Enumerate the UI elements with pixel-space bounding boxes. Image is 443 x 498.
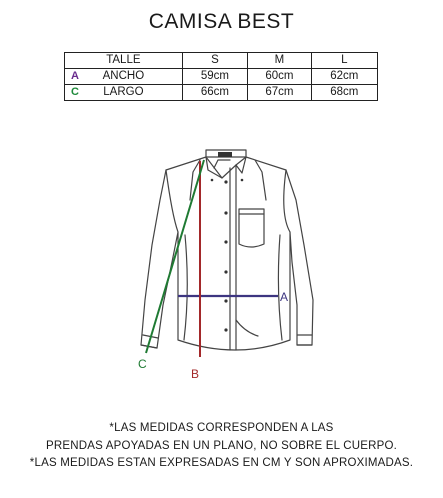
measure-line-c [146, 160, 204, 353]
shirt-buttons [211, 179, 244, 332]
label-c: C [138, 357, 147, 371]
row-letter: A [71, 70, 79, 82]
notes [0, 420, 443, 473]
size-table [64, 52, 378, 101]
shirt-outline [141, 150, 313, 350]
header-cell: S [182, 53, 247, 69]
page-title: CAMISA BEST [148, 10, 295, 33]
button-dot [224, 299, 227, 302]
header-cell: L [311, 53, 377, 69]
table-row [65, 85, 378, 101]
shirt-diagram [0, 130, 443, 390]
table-row [65, 69, 378, 85]
button-dot [241, 179, 244, 182]
table-cell: 60cm [248, 69, 311, 85]
button-dot [211, 179, 214, 182]
note-line: PRENDAS APOYADAS EN UN PLANO, NO SOBRE EL CUERPO. [45, 439, 398, 452]
button-dot [224, 328, 227, 331]
neck-label-rect [218, 152, 232, 157]
button-dot [224, 240, 227, 243]
label-b: B [191, 367, 200, 381]
button-dot [224, 211, 227, 214]
table-cell: 62cm [311, 69, 377, 85]
table-cell: 66cm [182, 85, 247, 101]
header-cell: TALLE [65, 53, 183, 69]
row-letter: C [71, 86, 79, 98]
row-label-cell [65, 85, 183, 101]
table-cell: 67cm [248, 85, 311, 101]
row-label: ANCHO [102, 70, 145, 82]
table-header-row [65, 53, 378, 69]
table-cell: 68cm [311, 85, 377, 101]
note-line: *LAS MEDIDAS ESTAN EXPRESADAS EN CM Y SON APROXIMADAS. [29, 457, 414, 469]
note-line: *LAS MEDIDAS CORRESPONDEN A LAS [109, 422, 334, 434]
row-label-cell [65, 69, 183, 85]
button-dot [224, 270, 227, 273]
button-dot [224, 180, 227, 183]
label-a: A [280, 290, 289, 304]
table-cell: 59cm [182, 69, 247, 85]
header-cell: M [248, 53, 311, 69]
neck-label [218, 152, 232, 157]
row-label: LARGO [103, 86, 144, 98]
